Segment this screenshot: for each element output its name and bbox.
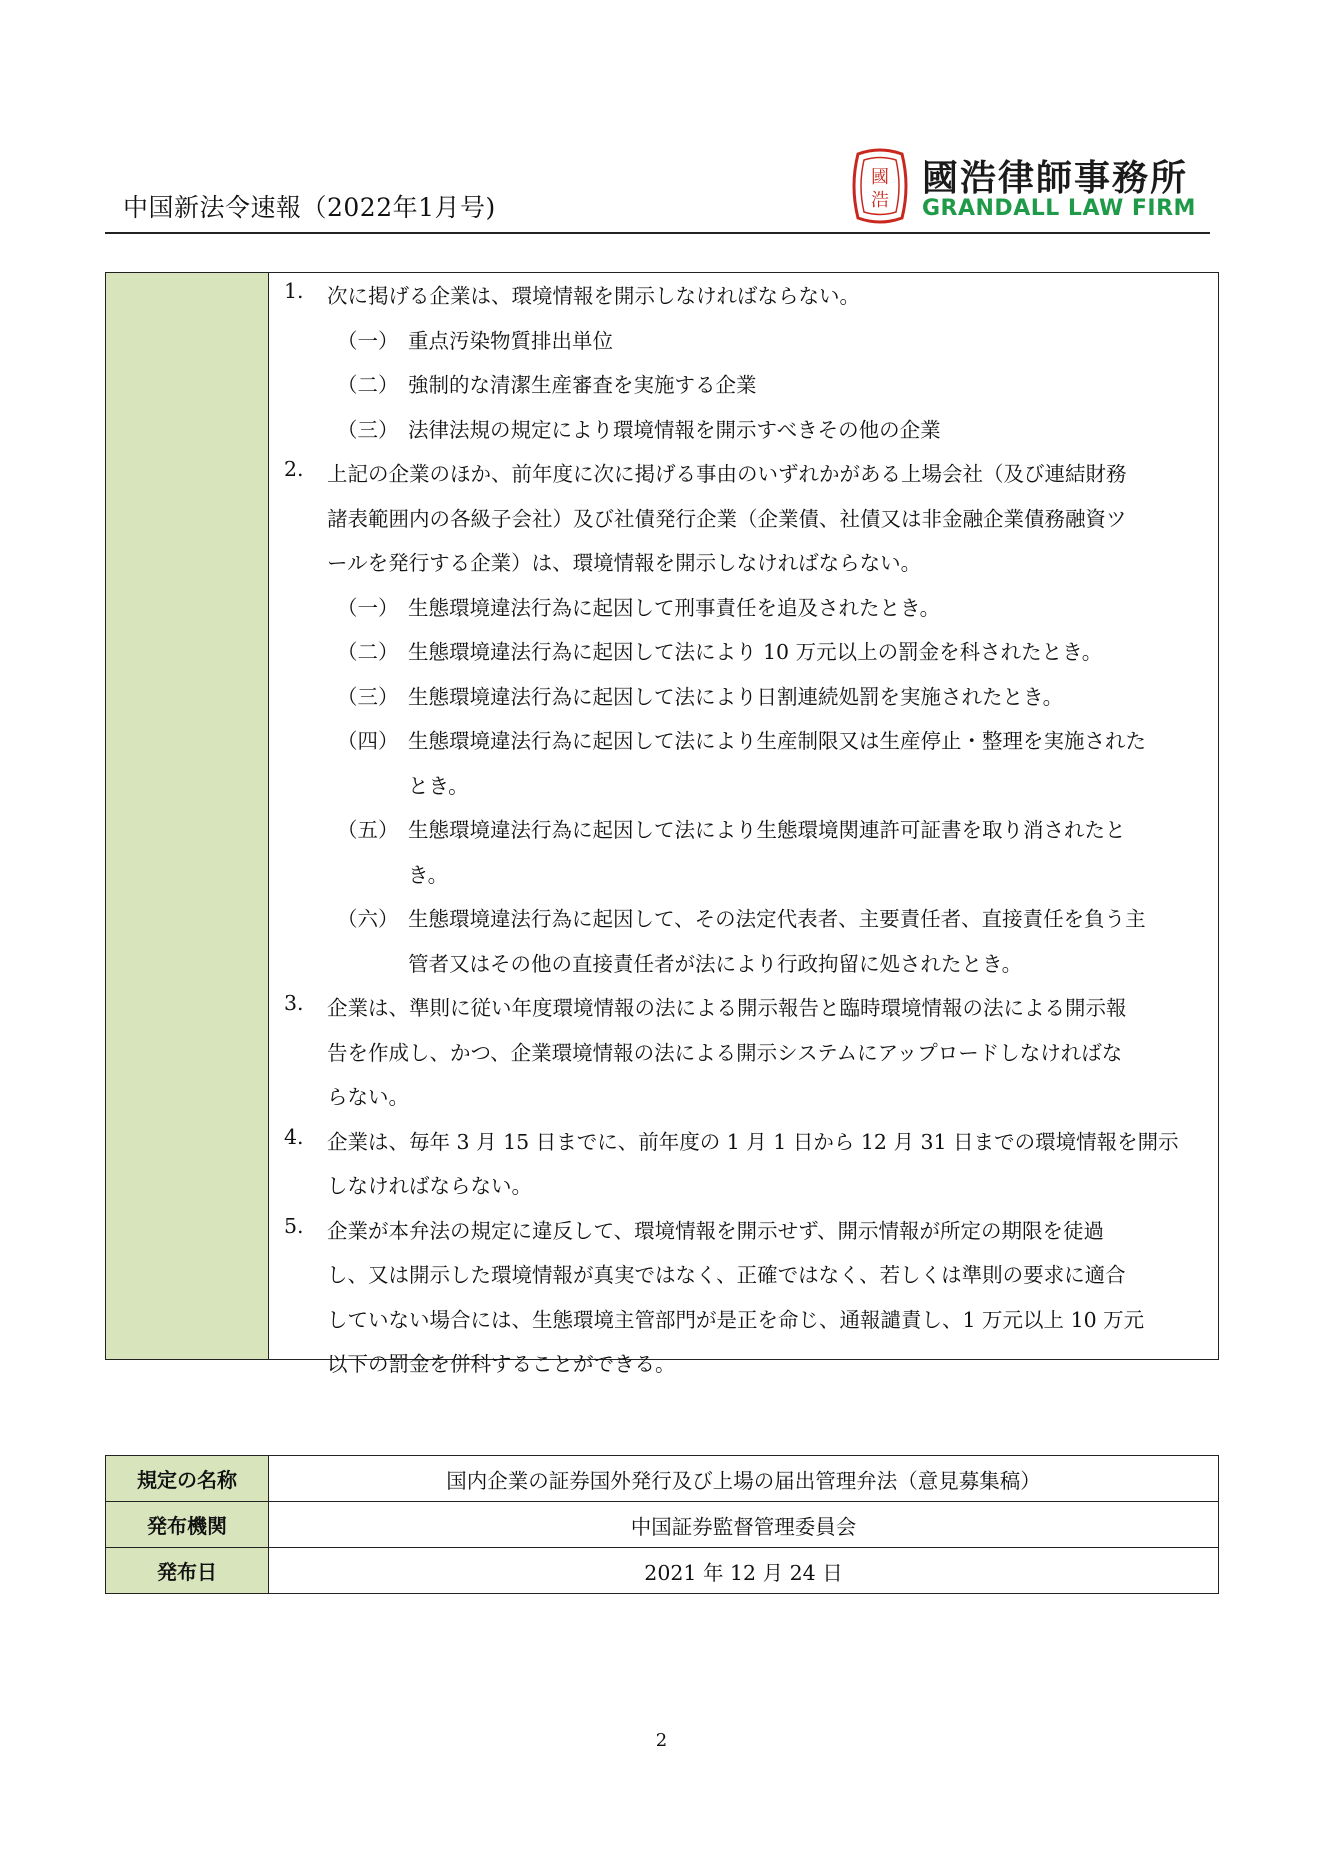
seal-icon <box>850 148 910 224</box>
item-number: 1. <box>284 279 304 303</box>
firm-name-cn: 國浩律師事務所 <box>922 158 1189 199</box>
item-number: （二） <box>337 640 399 664</box>
table-row <box>106 1456 1219 1502</box>
item-number: （五） <box>337 818 399 842</box>
item-number: 2. <box>284 457 304 481</box>
item-number: （六） <box>337 907 399 931</box>
item-text-line: ールを発行する企業）は、環境情報を開示しなければならない。 <box>327 551 922 575</box>
item-text-line: 企業が本弁法の規定に違反して、環境情報を開示せず、開示情報が所定の期限を徒過 <box>327 1218 1104 1243</box>
item-text-line: しなければならない。 <box>327 1174 532 1198</box>
newsletter-title: 中国新法令速報（2022年1月号) <box>123 193 496 222</box>
item-text-line: 企業は、毎年 3 月 15 日までに、前年度の 1 月 1 日から 12 月 31 日までの環境情報を開示 <box>327 1129 1179 1154</box>
label-issuer: 発布機関 <box>106 1502 269 1548</box>
item-text-line: 告を作成し、かつ、企業環境情報の法による開示システムにアップロードしなければな <box>327 1040 1123 1065</box>
regulation-info-table <box>105 1455 1219 1594</box>
item-text-line: 生態環境違法行為に起因して法により 10 万元以上の罰金を科されたとき。 <box>408 640 1103 664</box>
seal-char-top: 國 <box>871 167 889 188</box>
item-number: 3. <box>284 991 304 1015</box>
item-text-line: 生態環境違法行為に起因して法により生態環境関連許可証書を取り消されたと <box>408 818 1126 842</box>
item-text-line: 次に掲げる企業は、環境情報を開示しなければならない。 <box>327 284 860 308</box>
firm-logo <box>850 148 1195 226</box>
item-text-line: き。 <box>408 862 449 887</box>
label-column <box>106 273 269 1359</box>
table-row <box>106 1502 1219 1548</box>
label-name: 規定の名称 <box>106 1456 269 1502</box>
item-number: （一） <box>337 595 399 620</box>
item-text-line: 以下の罰金を併科することができる。 <box>327 1352 676 1376</box>
item-text-line: 管者又はその他の直接責任者が法により行政拘留に処されたとき。 <box>408 951 1023 976</box>
item-text-line: 法律法規の規定により環境情報を開示すべきその他の企業 <box>408 417 941 442</box>
item-number: 4. <box>284 1124 304 1149</box>
item-number: （三） <box>337 684 399 709</box>
seal-char-bottom: 浩 <box>871 190 889 211</box>
item-text-line: 生態環境違法行為に起因して刑事責任を追及されたとき。 <box>408 595 941 620</box>
item-text-line: 強制的な清潔生産審査を実施する企業 <box>408 373 757 397</box>
item-number: （二） <box>337 373 399 397</box>
item-text-line: 上記の企業のほか、前年度に次に掲げる事由のいずれかがある上場会社（及び連結財務 <box>327 462 1127 486</box>
item-number: 5. <box>284 1213 304 1238</box>
item-text-line: 生態環境違法行為に起因して法により日割連続処罰を実施されたとき。 <box>408 684 1064 709</box>
provisions-table <box>105 272 1219 1376</box>
item-text-line: していない場合には、生態環境主管部門が是正を命じ、通報譴責し、1 万元以上 10 万元 <box>327 1307 1145 1332</box>
issuer: 中国証券監督管理委員会 <box>269 1502 1219 1548</box>
item-text-line: とき。 <box>408 773 469 798</box>
item-text-line: 諸表範囲内の各級子会社）及び社債発行企業（企業債、社債又は非金融企業債務融資ツ <box>327 506 1127 531</box>
item-text-line: 生態環境違法行為に起因して法により生産制限又は生産停止・整理を実施された <box>408 729 1146 753</box>
item-text-line: 企業は、準則に従い年度環境情報の法による開示報告と臨時環境情報の法による開示報 <box>327 996 1127 1020</box>
item-text-line: 重点汚染物質排出単位 <box>408 328 613 353</box>
firm-name-en: GRANDALL LAW FIRM <box>922 196 1196 221</box>
label-date: 発布日 <box>106 1548 269 1594</box>
item-text-line: 生態環境違法行為に起因して、その法定代表者、主要責任者、直接責任を負う主 <box>408 907 1146 931</box>
item-text-line: らない。 <box>327 1085 409 1109</box>
page-number: 2 <box>655 1730 668 1751</box>
item-number: （一） <box>337 328 399 353</box>
table-row <box>106 1548 1219 1594</box>
item-text-line: し、又は開示した環境情報が真実ではなく、正確ではなく、若しくは準則の要求に適合 <box>327 1263 1126 1287</box>
item-number: （三） <box>337 417 399 442</box>
page-header <box>105 140 1210 234</box>
item-number: （四） <box>337 729 399 753</box>
issue-date: 2021 年 12 月 24 日 <box>269 1548 1219 1594</box>
regulation-name: 国内企業の証券国外発行及び上場の届出管理弁法（意見募集稿） <box>269 1456 1219 1502</box>
